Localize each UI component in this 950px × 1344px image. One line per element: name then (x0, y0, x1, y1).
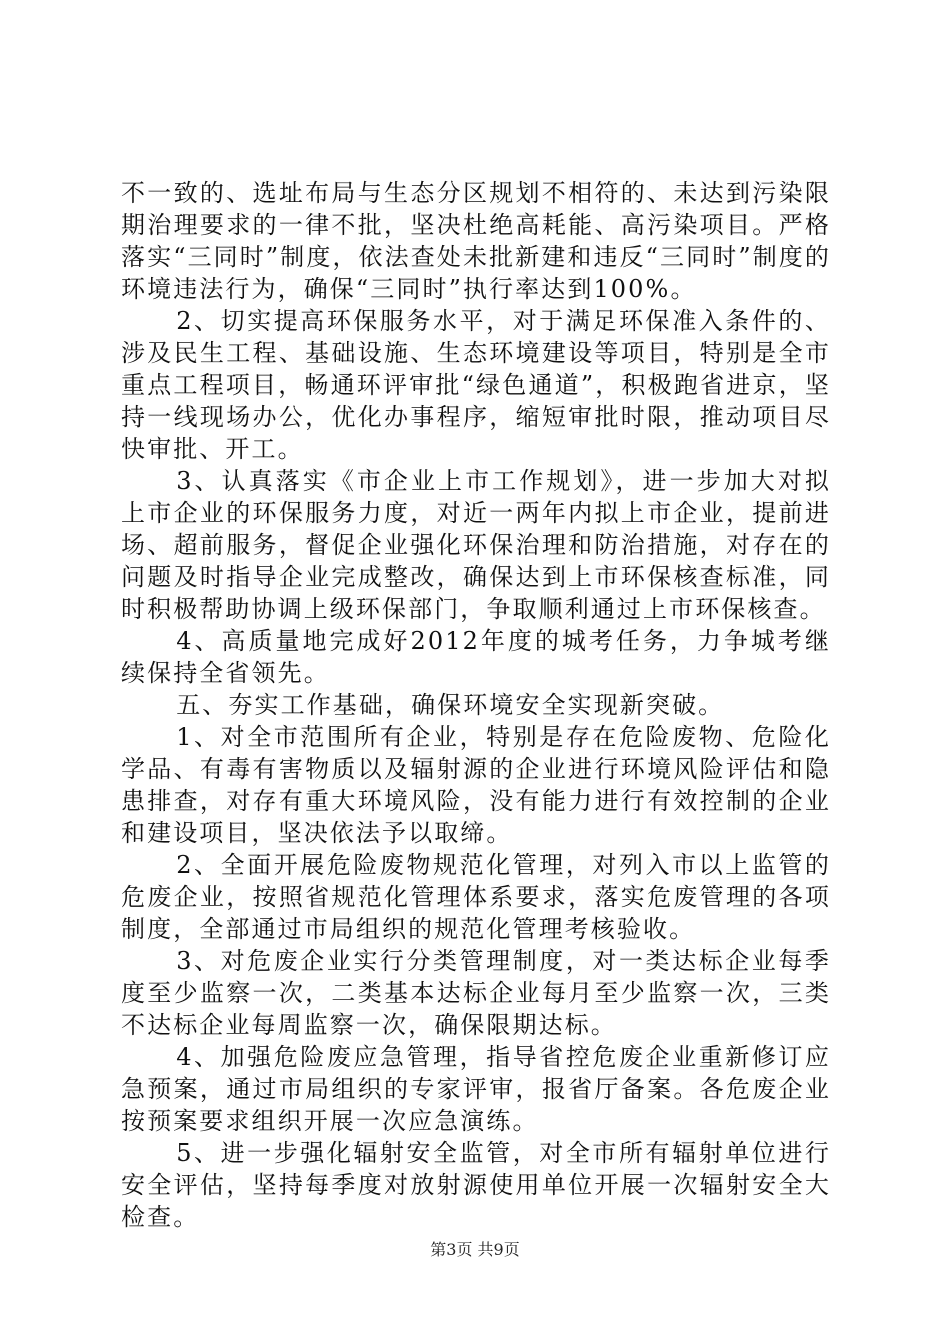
paragraph-continuation: 不一致的、选址布局与生态分区规划不相符的、未达到污染限期治理要求的一律不批，坚决杜绝高耗能、高污染项目。严格落实“三同时”制度，依法查处未批新建和违反“三同时”制度的环境违法行为，确保“三同时”执行率达到100%。 (121, 179, 831, 303)
document-body (121, 177, 831, 1233)
paragraph-item-4-emergency: 4、加强危险废应急管理，指导省控危废企业重新修订应急预案，通过市局组织的专家评审，报省厅备案。各危废企业按预案要求组织开展一次应急演练。 (121, 1043, 831, 1135)
page-number-footer: 第3页 共9页 (430, 1240, 520, 1259)
section-heading-5: 五、夯实工作基础，确保环境安全实现新突破。 (176, 691, 725, 719)
paragraph-item-4-city-exam: 4、高质量地完成好2012年度的城考任务，力争城考继续保持全省领先。 (121, 627, 831, 687)
paragraph-item-3-classification: 3、对危废企业实行分类管理制度，对一类达标企业每季度至少监察一次，二类基本达标企业每月至少监察一次，三类不达标企业每周监察一次，确保限期达标。 (121, 947, 831, 1039)
paragraph-item-3-listing: 3、认真落实《市企业上市工作规划》，进一步加大对拟上市企业的环保服务力度，对近一两年内拟上市企业，提前进场、超前服务，督促企业强化环保治理和防治措施，对存在的问题及时指导企业完成整改，确保达到上市环保核查标准，同时积极帮助协调上级环保部门，争取顺利通过上市环保核查。 (121, 467, 831, 623)
paragraph-item-1-risk: 1、对全市范围所有企业，特别是存在危险废物、危险化学品、有毒有害物质以及辐射源的企业进行环境风险评估和隐患排查，对存有重大环境风险，没有能力进行有效控制的企业和建设项目，坚决依法予以取缔。 (121, 723, 831, 847)
paragraph-item-2-hazardous-waste: 2、全面开展危险废物规范化管理，对列入市以上监管的危废企业，按照省规范化管理体系要求，落实危废管理的各项制度，全部通过市局组织的规范化管理考核验收。 (121, 851, 831, 943)
paragraph-item-2-service: 2、切实提高环保服务水平，对于满足环保准入条件的、涉及民生工程、基础设施、生态环境建设等项目，特别是全市重点工程项目，畅通环评审批“绿色通道”，积极跑省进京，坚持一线现场办公，优化办事程序，缩短审批时限，推动项目尽快审批、开工。 (121, 307, 831, 463)
paragraph-item-5-radiation: 5、进一步强化辐射安全监管，对全市所有辐射单位进行安全评估，坚持每季度对放射源使用单位开展一次辐射安全大检查。 (121, 1139, 831, 1231)
